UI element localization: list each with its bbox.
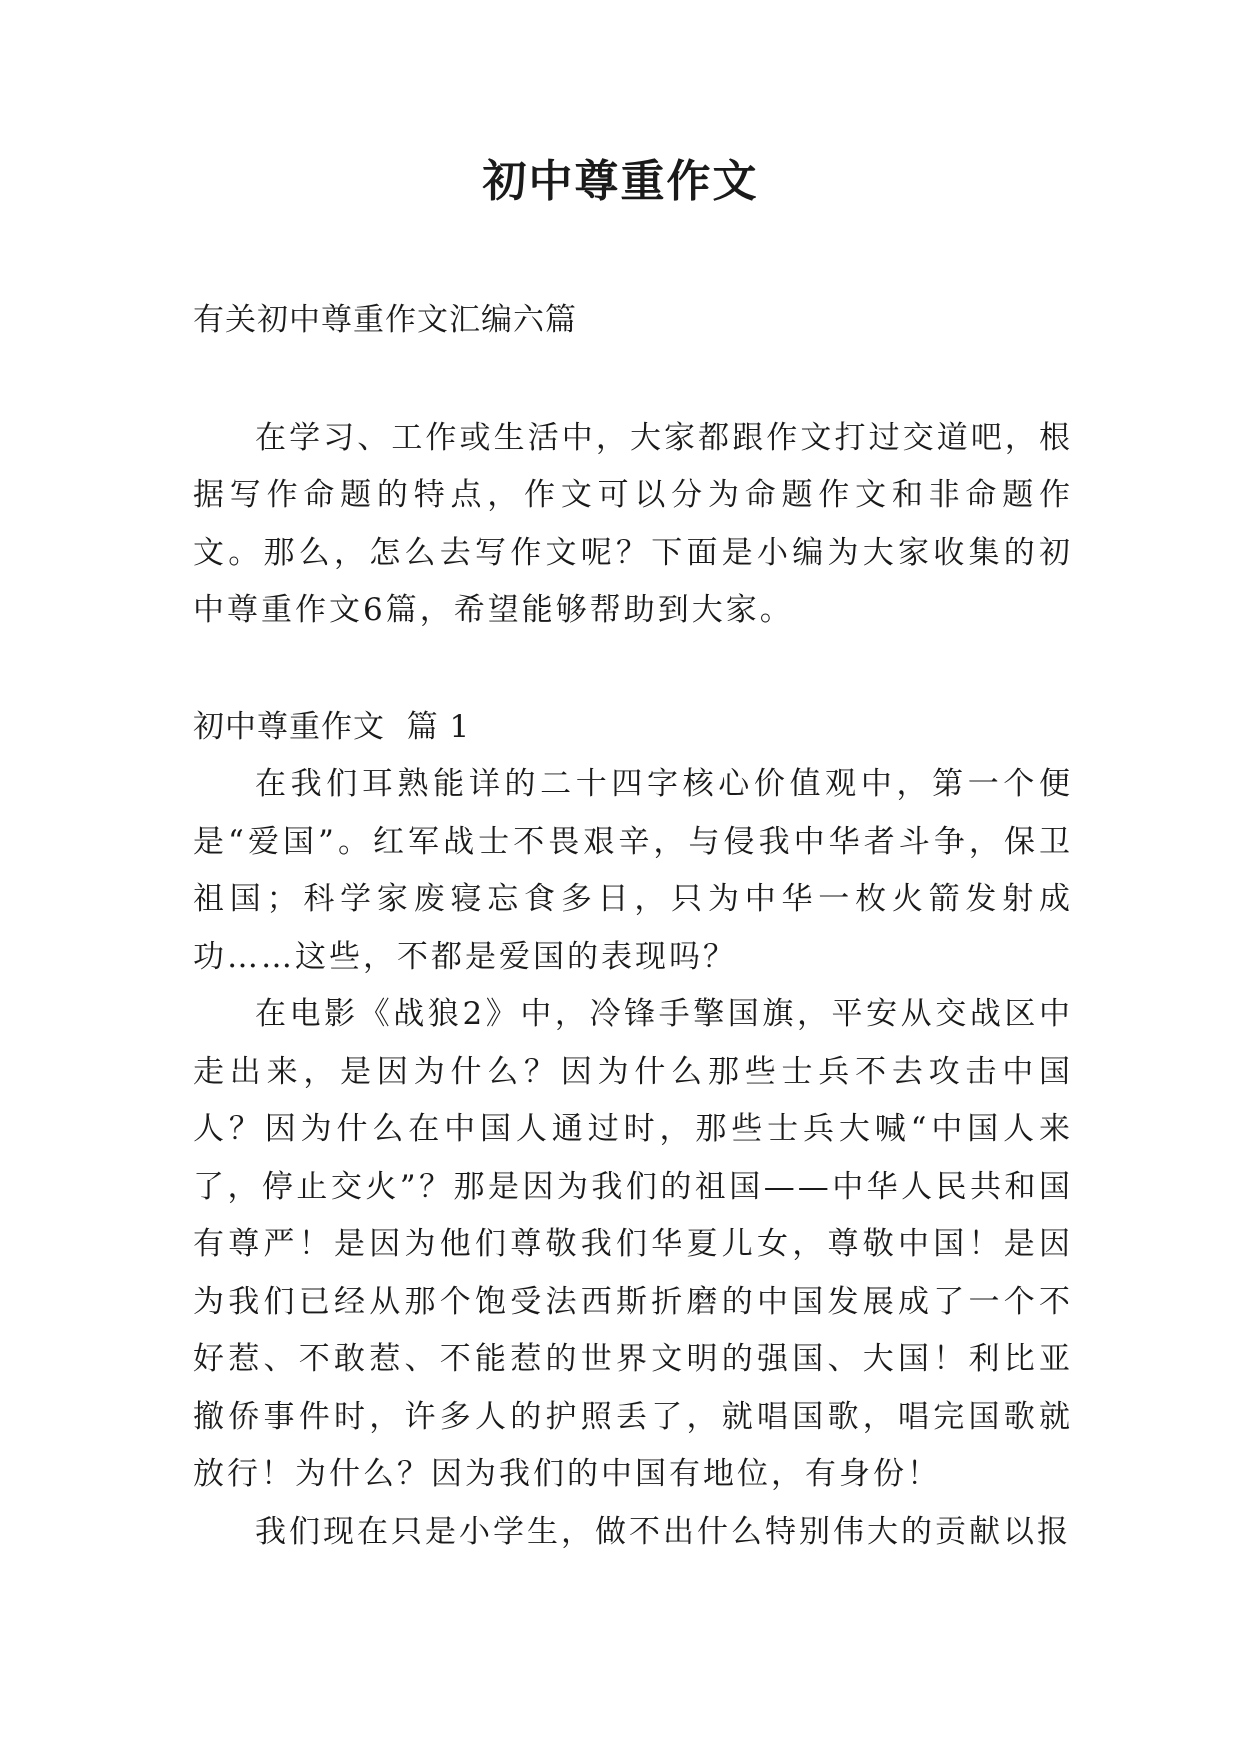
- document-body: [193, 292, 1073, 1561]
- document-subtitle: 有关初中尊重作文汇编六篇: [193, 302, 577, 338]
- body-paragraph: 在电影《战狼2》中，冷锋手擎国旗，平安从交战区中走出来，是因为什么？因为什么那些士兵不去攻击中国人？因为什么在中国人通过时，那些士兵大喊“中国人来了，停止交火”？那是因为我们的祖国——中华人民共和国有尊严！是因为他们尊敬我们华夏儿女，尊敬中国！是因为我们已经从那个饱受法西斯折磨的中国发展成了一个不好惹、不敢惹、不能惹的世界文明的强国、大国！利比亚撤侨事件时，许多人的护照丢了，就唱国歌，唱完国歌就放行！为什么？因为我们的中国有地位，有身份！: [193, 996, 1073, 1492]
- section-heading: 初中尊重作文 篇 1: [193, 708, 471, 745]
- body-paragraph: 在我们耳熟能详的二十四字核心价值观中，第一个便是“爱国”。红军战士不畏艰辛，与侵我中华者斗争，保卫祖国；科学家废寝忘食多日，只为中华一枚火箭发射成功……这些，不都是爱国的表现吗？: [193, 766, 1073, 975]
- intro-paragraph: 在学习、工作或生活中，大家都跟作文打过交道吧，根据写作命题的特点，作文可以分为命题作文和非命题作文。那么，怎么去写作文呢？下面是小编为大家收集的初中尊重作文6篇，希望能够帮助到大家。: [193, 419, 1073, 628]
- document-title: 初中尊重作文: [482, 156, 759, 207]
- body-paragraph: 我们现在只是小学生，做不出什么特别伟大的贡献以报: [255, 1513, 1071, 1550]
